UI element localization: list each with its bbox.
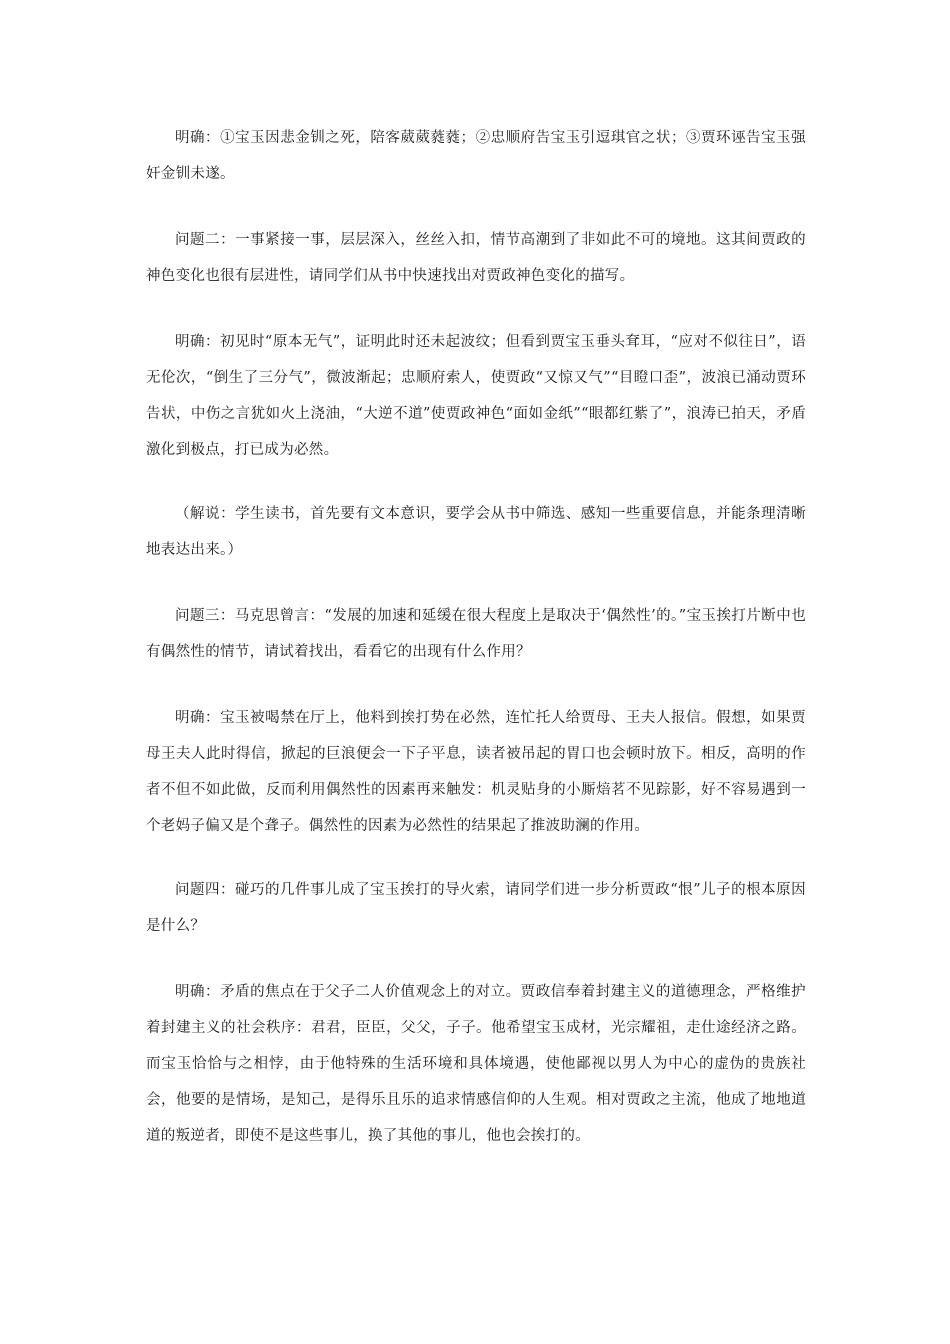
paragraph-explanation: （解说：学生读书，首先要有文本意识，要学会从书中筛选、感知一些重要信息，并能条理清晰地表达出来。） — [146, 506, 806, 558]
paragraph-answer-2: 明确：初见时“原本无气”，证明此时还未起波纹；但看到贾宝玉垂头耷耳，“应对不似往日”，语无伦次，“倒生了三分气”，微波渐起；忠顺府索人，使贾政“又惊又气”“目瞪口歪”，波浪已涌动贾环告状，中伤之言犹如火上浇油，“大逆不道”使贾政神色“面如金纸”“眼都红紫了”，浪涛已拍天，矛盾激化到极点，打已成为必然。 — [146, 334, 806, 458]
paragraph-answer-3: 明确：宝玉被喝禁在厅上，他料到挨打势在必然，连忙托人给贾母、王夫人报信。假想，如果贾母王夫人此时得信，掀起的巨浪便会一下子平息，读者被吊起的胃口也会顿时放下。相反，高明的作者不但不如此做，反而利用偶然性的因素再来触发：机灵贴身的小厮焙茗不见踪影，好不容易遇到一个老妈子偏又是个聋子。偶然性的因素为必然性的结果起了推波助澜的作用。 — [146, 710, 806, 834]
paragraph-question-4: 问题四：碰巧的几件事儿成了宝玉挨打的导火索，请同学们进一步分析贾政“恨”儿子的根本原因是什么？ — [146, 882, 806, 934]
paragraph-question-2: 问题二：一事紧接一事，层层深入，丝丝入扣，情节高潮到了非如此不可的境地。这其间贾政的神色变化也很有层进性，请同学们从书中快速找出对贾政神色变化的描写。 — [146, 232, 806, 284]
paragraph-answer-1: 明确：①宝玉因悲金钏之死，陪客葳葳蕤蕤；②忠顺府告宝玉引逗琪官之状；③贾环诬告宝玉强奸金钏未遂。 — [146, 130, 806, 182]
paragraph-answer-4: 明确：矛盾的焦点在于父子二人价值观念上的对立。贾政信奉着封建主义的道德理念，严格维护着封建主义的社会秩序：君君，臣臣，父父，子子。他希望宝玉成材，光宗耀祖，走仕途经济之路。而宝玉恰恰与之相悖，由于他特殊的生活环境和具体境遇，使他鄙视以男人为中心的虚伪的贵族社会，他要的是情场，是知己，是得乐且乐的追求情感信仰的人生观。相对贾政之主流，他成了地地道道的叛逆者，即使不是这些事儿，换了其他的事儿，他也会挨打的。 — [146, 984, 806, 1144]
paragraph-question-3: 问题三：马克思曾言：“发展的加速和延缓在很大程度上是取决于‘偶然性’的。”宝玉挨打片断中也有偶然性的情节，请试着找出，看看它的出现有什么作用？ — [146, 608, 806, 660]
